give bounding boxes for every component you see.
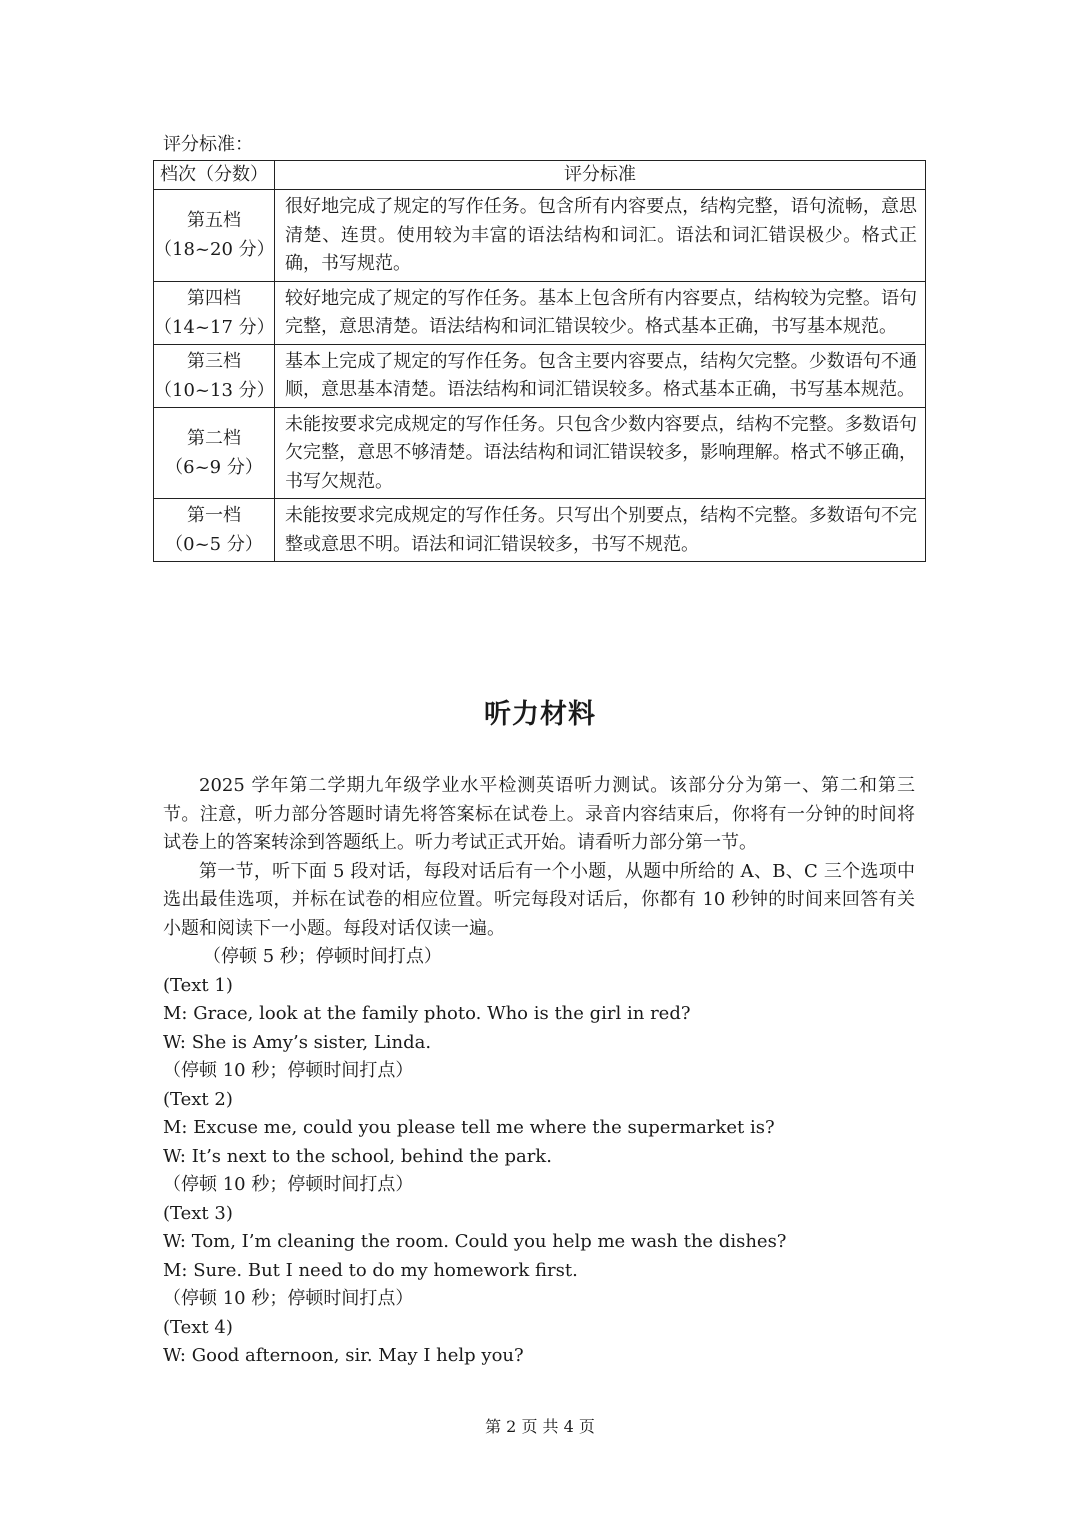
dialogue-line: M: Sure. But I need to do my homework first. (163, 1259, 578, 1281)
dialogue-line: W: She is Amy’s sister, Linda. (163, 1031, 432, 1053)
level-cell (154, 281, 275, 344)
text2-label: (Text 2) (163, 1088, 233, 1110)
level-name: 第一档 (187, 505, 241, 526)
table-header-row (154, 161, 926, 190)
table-row (154, 499, 926, 562)
section1-instructions: 第一节，听下面 5 段对话，每段对话后有一个小题，从题中所给的 A、B、C 三个选项中选出最佳选项，并标在试卷的相应位置。听完每段对话后，你都有 10 秒钟的时间来回答有关小题和阅读下一小题。每段对话仅读一遍。 (163, 860, 915, 939)
level-cell (154, 499, 275, 562)
table-row (154, 344, 926, 407)
table-row (154, 190, 926, 282)
level-range: （6~9 分） (165, 456, 263, 478)
level-range: （10~13 分） (154, 379, 275, 401)
level-range: （14~17 分） (154, 316, 275, 338)
pause-note: （停顿 10 秒；停顿时间打点） (163, 1288, 414, 1309)
pause-note: （停顿 5 秒；停顿时间打点） (203, 946, 442, 967)
level-range: （0~5 分） (165, 534, 263, 555)
level-range: （18~20 分） (154, 239, 275, 261)
level-name: 第五档 (187, 210, 241, 232)
dialogue-line: M: Excuse me, could you please tell me where the supermarket is? (163, 1117, 775, 1138)
level-name: 第三档 (187, 350, 241, 372)
dialogue-line: W: Tom, I’m cleaning the room. Could you help me wash the dishes? (163, 1231, 787, 1252)
level-description: 未能按要求完成规定的写作任务。只包含少数内容要点，结构不完整。多数语句欠完整，意思不够清楚。语法结构和词汇错误较多，影响理解。格式不够正确，书写欠规范。 (275, 407, 926, 499)
pause-note: （停顿 10 秒；停顿时间打点） (163, 1174, 414, 1195)
pause-note: （停顿 10 秒；停顿时间打点） (163, 1060, 414, 1081)
listening-section-title: 听力材料 (484, 699, 596, 730)
level-description: 基本上完成了规定的写作任务。包含主要内容要点，结构欠完整。少数语句不通顺，意思基本清楚。语法结构和词汇错误较多。格式基本正确，书写基本规范。 (275, 344, 926, 407)
listening-transcript (163, 772, 915, 1371)
text1-label: (Text 1) (163, 974, 233, 996)
dialogue-line: W: Good afternoon, sir. May I help you? (163, 1345, 524, 1366)
table-row (154, 407, 926, 499)
level-description: 很好地完成了规定的写作任务。包含所有内容要点，结构完整，语句流畅，意思清楚、连贯。使用较为丰富的语法结构和词汇。语法和词汇错误极少。格式正确，书写规范。 (275, 190, 926, 282)
level-description: 未能按要求完成规定的写作任务。只写出个别要点，结构不完整。多数语句不完整或意思不明。语法和词汇错误较多，书写不规范。 (275, 499, 926, 562)
page-number-footer: 第 2 页 共 4 页 (485, 1417, 595, 1436)
level-cell (154, 344, 275, 407)
level-name: 第二档 (187, 427, 241, 449)
criteria-caption: 评分标准： (163, 134, 253, 155)
intro-paragraph: 2025 学年第二学期九年级学业水平检测英语听力测试。该部分分为第一、第二和第三节。注意，听力部分答题时请先将答案标在试卷上。录音内容结束后，你将有一分钟的时间将试卷上的答案转涂到答题纸上。听力考试正式开始。请看听力部分第一节。 (163, 775, 915, 853)
level-description: 较好地完成了规定的写作任务。基本上包含所有内容要点，结构较为完整。语句完整，意思清楚。语法结构和词汇错误较少。格式基本正确，书写基本规范。 (275, 281, 926, 344)
level-cell (154, 190, 275, 282)
level-name: 第四档 (187, 287, 241, 309)
header-criteria: 评分标准 (275, 161, 926, 190)
level-cell (154, 407, 275, 499)
scoring-rubric-table (153, 160, 926, 562)
text3-label: (Text 3) (163, 1202, 233, 1224)
dialogue-line: W: It’s next to the school, behind the park. (163, 1145, 552, 1167)
header-level: 档次（分数） (154, 161, 275, 190)
table-row (154, 281, 926, 344)
dialogue-line: M: Grace, look at the family photo. Who is the girl in red? (163, 1003, 691, 1024)
text4-label: (Text 4) (163, 1316, 233, 1338)
